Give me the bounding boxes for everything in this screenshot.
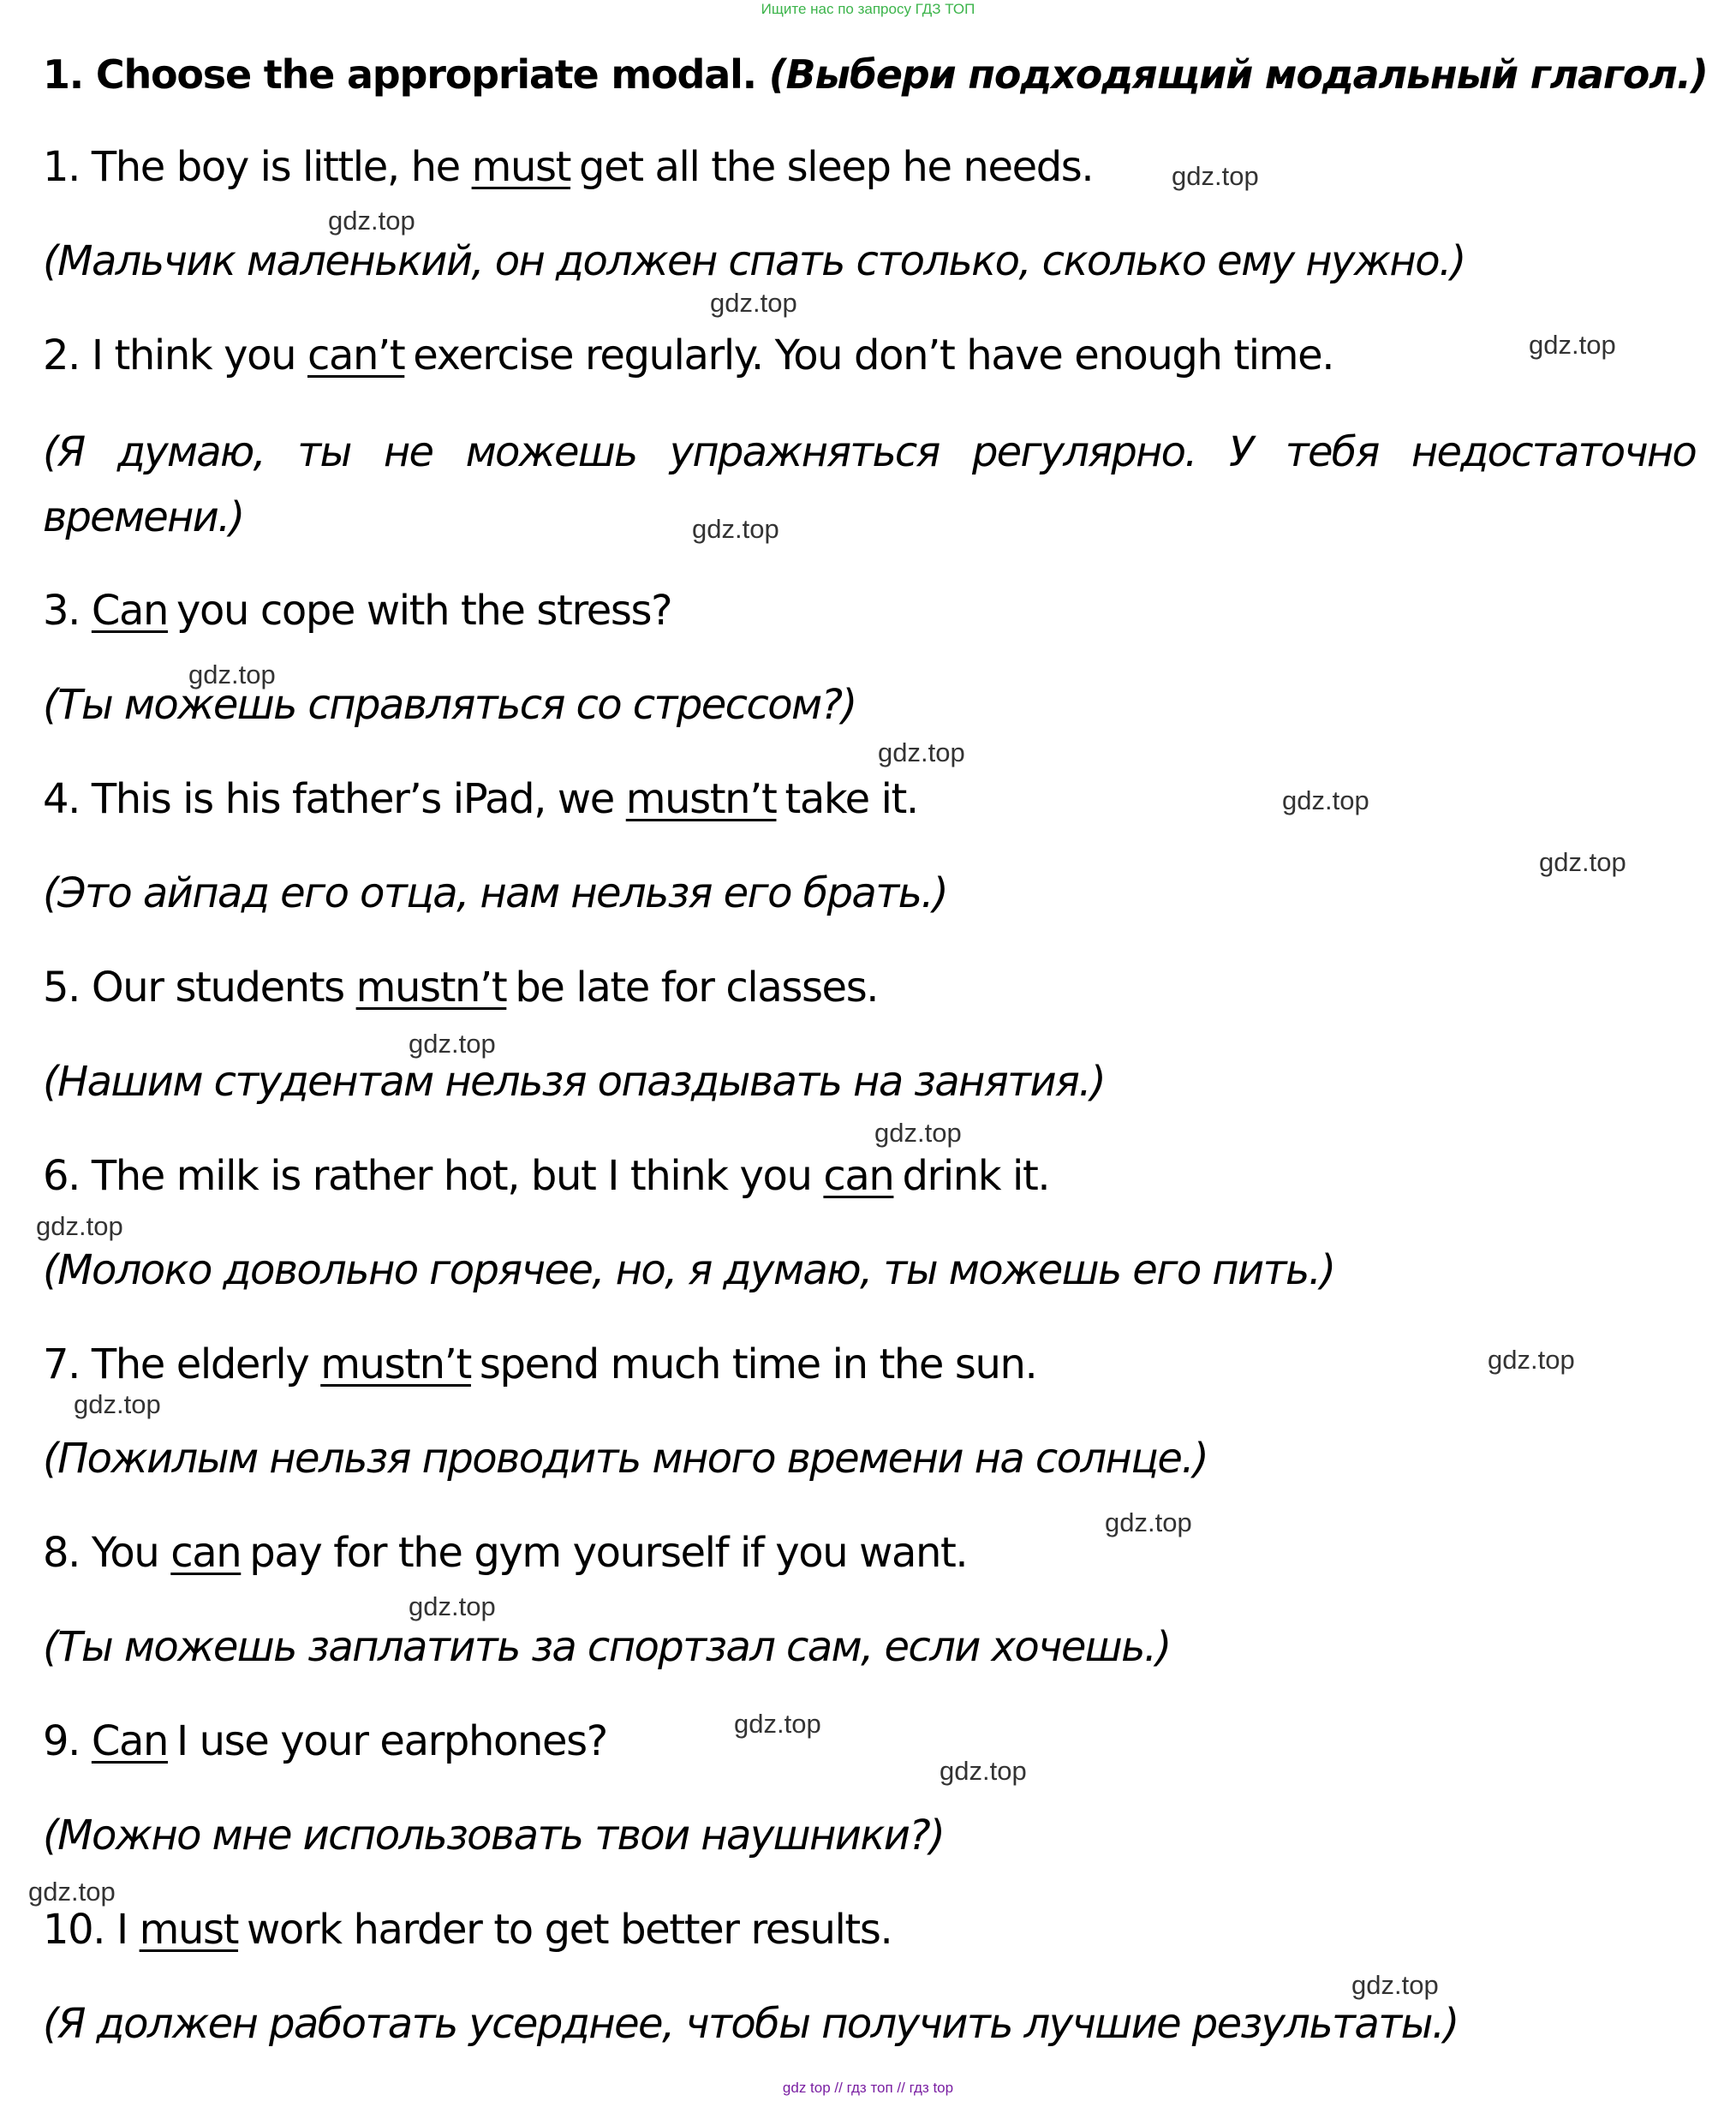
watermark: gdz.top xyxy=(874,1118,962,1148)
watermark: gdz.top xyxy=(1105,1507,1192,1537)
modal-answer-4: mustn’t xyxy=(625,775,777,823)
translation-9: (Можно мне использовать твои наушники?) xyxy=(43,1812,945,1859)
sentence-text-after: I use your earphones? xyxy=(176,1717,607,1765)
exercise-title xyxy=(43,45,1708,104)
watermark: gdz.top xyxy=(1539,847,1626,877)
translation-2: (Я думаю, ты не можешь упражняться регулярно. У тебя недостаточно времени.) xyxy=(43,428,1696,541)
watermark: gdz.top xyxy=(1351,1970,1439,2000)
sentence-8 xyxy=(43,1523,967,1583)
modal-answer-2: can’t xyxy=(307,331,405,379)
watermark: gdz.top xyxy=(188,660,276,689)
sentence-text-after: exercise regularly. You don’t have enough time. xyxy=(413,331,1334,379)
watermark: gdz.top xyxy=(1282,785,1369,815)
sentence-10 xyxy=(43,1900,892,1960)
translation-7: (Пожилым нельзя проводить много времени на солнце.) xyxy=(43,1435,1208,1483)
sentence-5 xyxy=(43,958,878,1018)
bottom-banner: gdz top // гдз топ // гдз top xyxy=(782,2080,954,2096)
sentence-7 xyxy=(43,1334,1036,1394)
watermark: gdz.top xyxy=(692,514,779,544)
sentence-text-after: take it. xyxy=(784,775,918,823)
watermark: gdz.top xyxy=(940,1756,1027,1786)
modal-answer-8: can xyxy=(170,1529,242,1577)
exercise-title-ru: (Выбери подходящий модальный глагол.) xyxy=(768,51,1708,98)
sentence-9 xyxy=(43,1711,607,1771)
watermark: gdz.top xyxy=(1172,161,1259,191)
sentence-text-after: spend much time in the sun. xyxy=(479,1340,1037,1388)
modal-answer-7: mustn’t xyxy=(320,1340,471,1388)
watermark: gdz.top xyxy=(328,206,415,236)
sentence-text-before: 4. This is his father’s iPad, we xyxy=(43,775,626,823)
sentence-text-before: 8. You xyxy=(43,1529,171,1577)
watermark: gdz.top xyxy=(409,1591,496,1621)
exercise-title-en: 1. Choose the appropriate modal. xyxy=(43,51,756,98)
watermark: gdz.top xyxy=(409,1029,496,1059)
sentence-text-after: work harder to get better results. xyxy=(247,1906,892,1954)
watermark: gdz.top xyxy=(36,1211,123,1241)
sentence-text-before: 7. The elderly xyxy=(43,1340,321,1388)
sentence-text-before: 5. Our students xyxy=(43,964,356,1012)
sentence-text-before: 1. The boy is little, he xyxy=(43,143,472,191)
sentence-text-before: 2. I think you xyxy=(43,331,307,379)
translation-8: (Ты можешь заплатить за спортзал сам, если хочешь.) xyxy=(43,1623,1171,1671)
watermark: gdz.top xyxy=(74,1389,161,1419)
sentence-text-after: drink it. xyxy=(902,1152,1050,1200)
sentence-4 xyxy=(43,769,918,829)
translation-4: (Это айпад его отца, нам нельзя его брать.) xyxy=(43,869,948,917)
modal-answer-3: Can xyxy=(91,587,169,635)
translation-10: (Я должен работать усерднее, чтобы получить лучшие результаты.) xyxy=(43,2000,1459,2048)
watermark: gdz.top xyxy=(1488,1345,1575,1375)
sentence-3 xyxy=(43,581,671,641)
modal-answer-1: must xyxy=(471,143,571,191)
sentence-6 xyxy=(43,1146,1049,1206)
modal-answer-9: Can xyxy=(91,1717,169,1765)
watermark: gdz.top xyxy=(878,737,965,767)
watermark: gdz.top xyxy=(710,288,797,318)
sentence-text-before: 6. The milk is rather hot, but I think you xyxy=(43,1152,824,1200)
modal-answer-10: must xyxy=(139,1906,239,1954)
sentence-text-after: get all the sleep he needs. xyxy=(579,143,1094,191)
modal-answer-5: mustn’t xyxy=(355,964,507,1012)
sentence-1 xyxy=(43,137,1093,197)
sentence-text-before: 10. I xyxy=(43,1906,140,1954)
sentence-text-before: 9. xyxy=(43,1717,92,1765)
modal-answer-6: can xyxy=(823,1152,894,1200)
translation-5: (Нашим студентам нельзя опаздывать на занятия.) xyxy=(43,1058,1106,1106)
watermark: gdz.top xyxy=(1529,330,1616,360)
top-banner: Ищите нас по запросу ГДЗ ТОП xyxy=(761,1,975,17)
sentence-text-after: be late for classes. xyxy=(515,964,879,1012)
sentence-text-before: 3. xyxy=(43,587,92,635)
translation-6: (Молоко довольно горячее, но, я думаю, ты можешь его пить.) xyxy=(43,1246,1335,1294)
watermark: gdz.top xyxy=(28,1877,116,1907)
sentence-2 xyxy=(43,325,1333,385)
sentence-text-after: pay for the gym yourself if you want. xyxy=(249,1529,968,1577)
watermark: gdz.top xyxy=(734,1709,821,1739)
translation-1: (Мальчик маленький, он должен спать столько, сколько ему нужно.) xyxy=(43,237,1465,285)
sentence-text-after: you cope with the stress? xyxy=(176,587,672,635)
translation-3: (Ты можешь справляться со стрессом?) xyxy=(43,681,856,729)
